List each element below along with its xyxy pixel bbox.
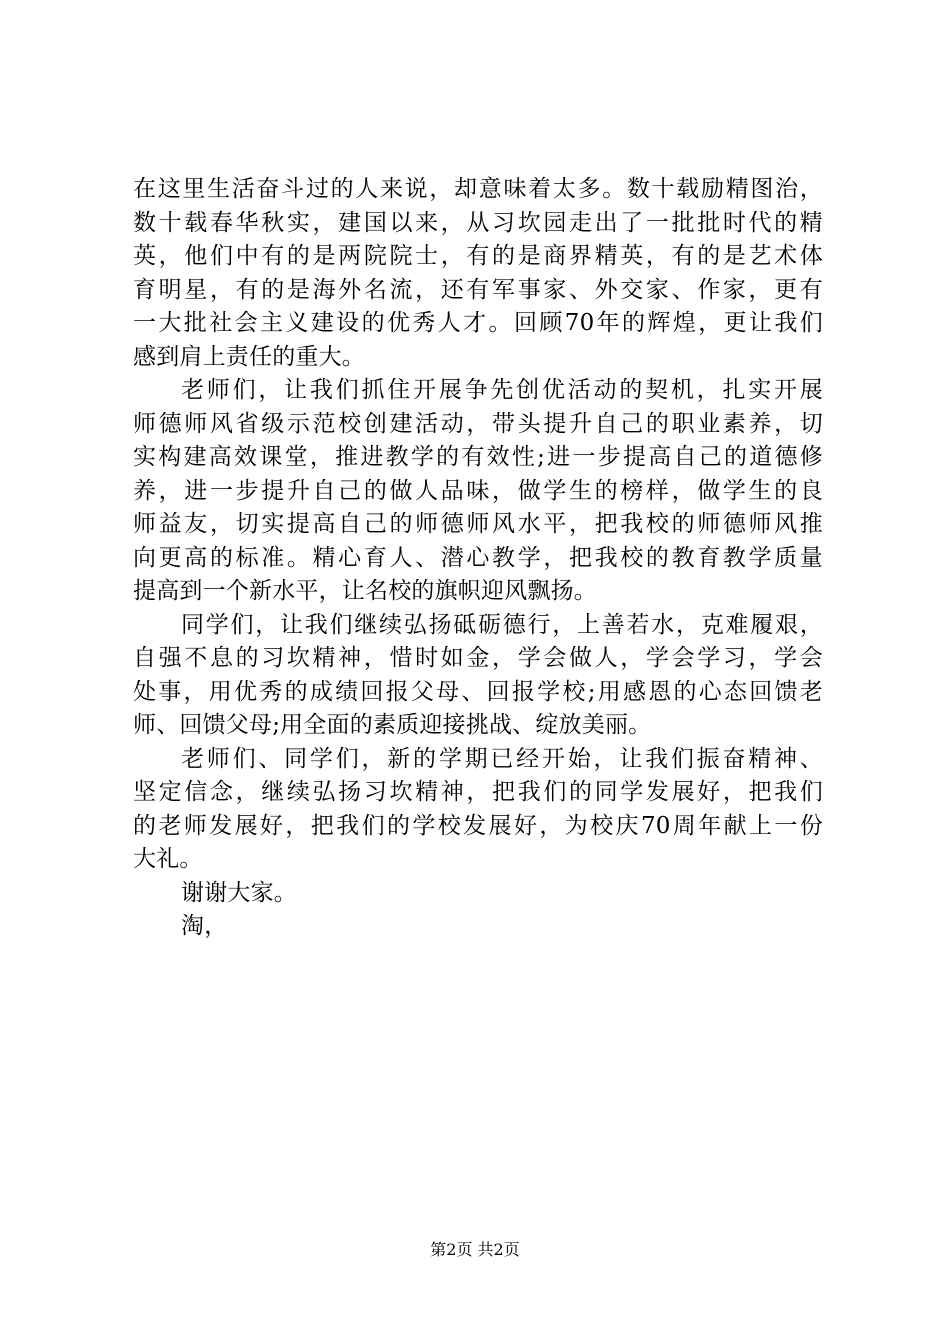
text-line: 在这里生活奋斗过的人来说，却意味着太多。数十载励精图治， bbox=[133, 176, 823, 202]
text-line: 老师们，让我们抓住开展争先创优活动的契机，扎实开展 bbox=[181, 377, 823, 403]
text-line: 感到肩上责任的重大。 bbox=[133, 343, 365, 370]
text-line: 一大批社会主义建设的优秀人才。回顾70年的辉煌，更让我们 bbox=[133, 310, 823, 336]
text-line: 育明星，有的是海外名流，还有军事家、外交家、作家，更有 bbox=[133, 276, 823, 303]
text-line: 坚定信念，继续弘扬习坎精神，把我们的同学发展好，把我们 bbox=[133, 779, 823, 805]
text-line: 向更高的标准。精心育人、潜心教学，把我校的教育教学质量 bbox=[133, 544, 823, 571]
text-line: 同学们，让我们继续弘扬砥砺德行，上善若水，克难履艰， bbox=[181, 611, 823, 638]
text-line: 养，进一步提升自己的做人品味，做学生的榜样，做学生的良 bbox=[133, 477, 823, 504]
text-line: 的老师发展好，把我们的学校发展好，为校庆70周年献上一份 bbox=[133, 812, 823, 839]
text-line: 谢谢大家。 bbox=[181, 879, 297, 906]
text-line: 老师们、同学们，新的学期已经开始，让我们振奋精神、 bbox=[181, 745, 823, 772]
text-line: 英，他们中有的是两院院士，有的是商界精英，有的是艺术体 bbox=[133, 243, 823, 269]
text-line: 提高到一个新水平，让名校的旗帜迎风飘扬。 bbox=[133, 578, 597, 604]
text-line: 数十载春华秋实，建国以来，从习坎园走出了一批批时代的精 bbox=[133, 209, 823, 236]
text-line: 自强不息的习坎精神，惜时如金，学会做人，学会学习，学会 bbox=[133, 645, 823, 671]
text-line: 师益友，切实提高自己的师德师风水平，把我校的师德师风推 bbox=[133, 511, 823, 537]
text-line: 处事，用优秀的成绩回报父母、回报学校;用感恩的心态回馈老 bbox=[133, 678, 823, 705]
text-line: 大礼。 bbox=[133, 846, 203, 872]
page-number: 第2页 共2页 bbox=[430, 1240, 520, 1259]
text-line: 师、回馈父母;用全面的素质迎接挑战、绽放美丽。 bbox=[133, 712, 652, 738]
page-footer bbox=[0, 1240, 950, 1260]
text-line: 实构建高效课堂，推进教学的有效性;进一步提高自己的道德修 bbox=[133, 444, 823, 470]
document-body bbox=[133, 173, 823, 944]
text-line: 淘， bbox=[181, 913, 228, 939]
text-line: 师德师风省级示范校创建活动，带头提升自己的职业素养，切 bbox=[133, 410, 823, 437]
